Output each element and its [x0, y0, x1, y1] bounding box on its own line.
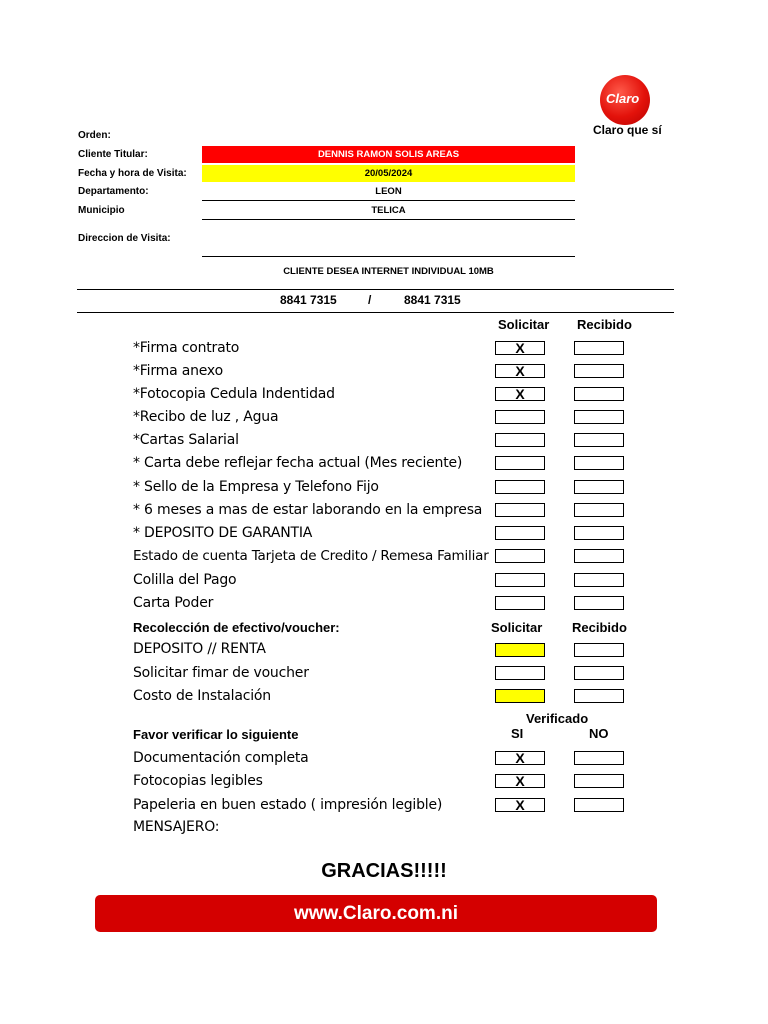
doc-solicitar-checkbox[interactable]: [495, 480, 545, 494]
phone-separator: /: [368, 293, 372, 307]
cash-recibido-field[interactable]: [574, 689, 624, 703]
phones-row: [77, 289, 674, 313]
verify-si-checkbox[interactable]: X: [495, 751, 545, 765]
doc-item-label: *Recibo de luz , Agua: [133, 409, 279, 425]
doc-recibido-checkbox[interactable]: [574, 341, 624, 355]
doc-solicitar-checkbox[interactable]: [495, 433, 545, 447]
doc-recibido-checkbox[interactable]: [574, 596, 624, 610]
verify-col-si: SI: [511, 726, 524, 741]
cash-item-label: Solicitar fimar de voucher: [133, 665, 309, 681]
verify-item-label: Papeleria en buen estado ( impresión legible): [133, 797, 443, 813]
doc-item-label: * DEPOSITO DE GARANTIA: [133, 525, 313, 541]
col-solicitar: Solicitar: [498, 317, 550, 332]
doc-recibido-checkbox[interactable]: [574, 364, 624, 378]
phone-2: 8841 7315: [404, 293, 461, 307]
verify-si-checkbox[interactable]: X: [495, 774, 545, 788]
doc-solicitar-checkbox[interactable]: [495, 456, 545, 470]
fecha-value: 20/05/2024: [202, 165, 575, 182]
cash-item-label: DEPOSITO // RENTA: [133, 641, 266, 657]
doc-item-label: Estado de cuenta Tarjeta de Credito / Remesa Familiar: [133, 548, 489, 564]
doc-solicitar-checkbox[interactable]: X: [495, 341, 545, 355]
direccion-label: Direccion de Visita:: [78, 233, 171, 244]
direccion-value: [202, 239, 575, 257]
logo-text: Claro: [606, 91, 640, 106]
doc-recibido-checkbox[interactable]: [574, 503, 624, 517]
doc-solicitar-checkbox[interactable]: X: [495, 387, 545, 401]
verify-col-no: NO: [589, 726, 609, 741]
doc-recibido-checkbox[interactable]: [574, 456, 624, 470]
verify-no-checkbox[interactable]: [574, 798, 624, 812]
doc-recibido-checkbox[interactable]: [574, 387, 624, 401]
cliente-label: Cliente Titular:: [78, 149, 148, 160]
col-recibido: Recibido: [577, 317, 632, 332]
request-text: CLIENTE DESEA INTERNET INDIVIDUAL 10MB: [283, 266, 494, 277]
doc-item-label: Colilla del Pago: [133, 572, 237, 588]
municipio-label: Municipio: [78, 205, 125, 216]
doc-solicitar-checkbox[interactable]: X: [495, 364, 545, 378]
cash-solicitar-field[interactable]: [495, 666, 545, 680]
depto-label: Departamento:: [78, 186, 149, 197]
doc-item-label: *Firma anexo: [133, 363, 223, 379]
cash-solicitar-field[interactable]: [495, 643, 545, 657]
doc-recibido-checkbox[interactable]: [574, 410, 624, 424]
verify-no-checkbox[interactable]: [574, 774, 624, 788]
doc-solicitar-checkbox[interactable]: [495, 549, 545, 563]
doc-solicitar-checkbox[interactable]: [495, 573, 545, 587]
doc-item-label: * Carta debe reflejar fecha actual (Mes reciente): [133, 455, 463, 471]
cash-col-recibido: Recibido: [572, 620, 627, 635]
claro-logo: [600, 75, 650, 125]
doc-recibido-checkbox[interactable]: [574, 526, 624, 540]
fecha-label: Fecha y hora de Visita:: [78, 168, 187, 179]
verify-si-checkbox[interactable]: X: [495, 798, 545, 812]
cash-recibido-field[interactable]: [574, 643, 624, 657]
doc-solicitar-checkbox[interactable]: [495, 596, 545, 610]
phone-1: 8841 7315: [280, 293, 337, 307]
verificado-heading: Verificado: [526, 711, 589, 726]
doc-recibido-checkbox[interactable]: [574, 480, 624, 494]
mensajero-label: MENSAJERO:: [133, 819, 220, 835]
website-link[interactable]: www.Claro.com.ni: [294, 903, 458, 924]
doc-item-label: *Cartas Salarial: [133, 432, 239, 448]
website-banner[interactable]: [95, 895, 657, 932]
cash-recibido-field[interactable]: [574, 666, 624, 680]
doc-item-label: * Sello de la Empresa y Telefono Fijo: [133, 479, 379, 495]
cliente-value: DENNIS RAMON SOLIS AREAS: [202, 146, 575, 163]
verify-title: Favor verificar lo siguiente: [133, 727, 299, 742]
doc-recibido-checkbox[interactable]: [574, 573, 624, 587]
cash-solicitar-field[interactable]: [495, 689, 545, 703]
brand-tagline: Claro que sí: [593, 123, 662, 137]
cash-col-solicitar: Solicitar: [491, 620, 543, 635]
verify-no-checkbox[interactable]: [574, 751, 624, 765]
orden-label: Orden:: [78, 130, 111, 141]
doc-item-label: * 6 meses a mas de estar laborando en la empresa: [133, 502, 483, 518]
verify-item-label: Fotocopias legibles: [133, 773, 263, 789]
depto-value: LEON: [202, 183, 575, 201]
municipio-value: TELICA: [202, 202, 575, 220]
doc-solicitar-checkbox[interactable]: [495, 503, 545, 517]
doc-solicitar-checkbox[interactable]: [495, 526, 545, 540]
doc-recibido-checkbox[interactable]: [574, 549, 624, 563]
thanks-text: GRACIAS!!!!!: [321, 860, 447, 882]
doc-solicitar-checkbox[interactable]: [495, 410, 545, 424]
doc-item-label: Carta Poder: [133, 595, 214, 611]
doc-item-label: *Firma contrato: [133, 340, 240, 356]
cash-title: Recolección de efectivo/voucher:: [133, 620, 340, 635]
doc-item-label: *Fotocopia Cedula Indentidad: [133, 386, 335, 402]
verify-item-label: Documentación completa: [133, 750, 309, 766]
doc-recibido-checkbox[interactable]: [574, 433, 624, 447]
cash-item-label: Costo de Instalación: [133, 688, 271, 704]
